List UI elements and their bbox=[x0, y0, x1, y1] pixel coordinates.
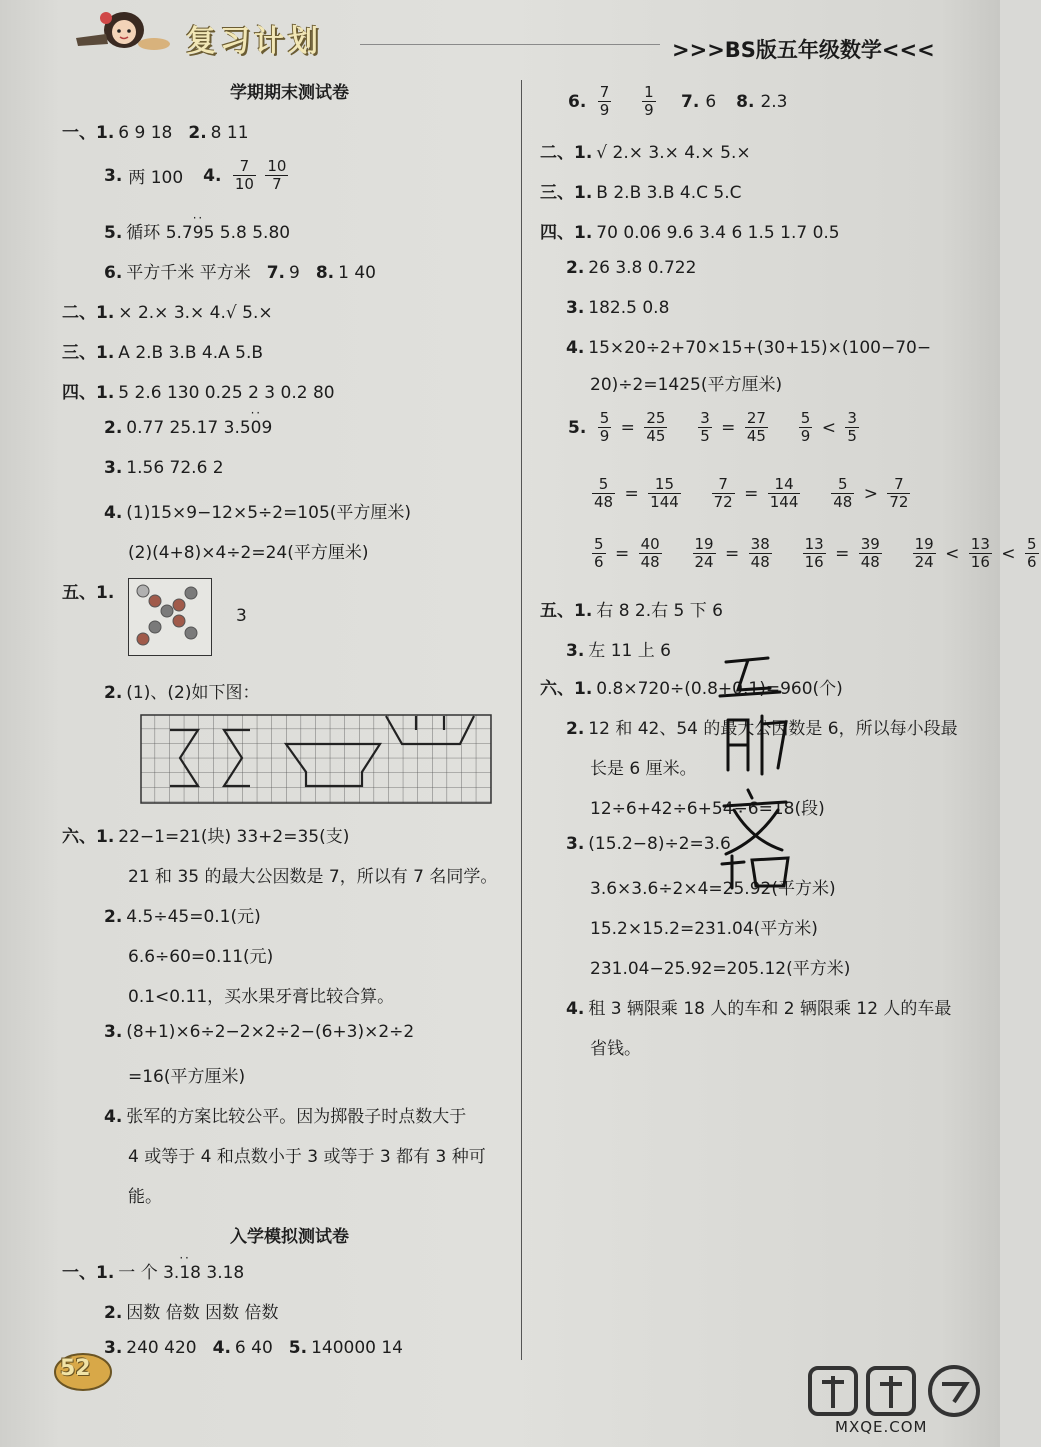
answer-line: 3. 1.56 72.6 2 bbox=[104, 458, 224, 478]
answer-line: =16(平方厘米) bbox=[128, 1067, 246, 1087]
answer-line: 三、1. A 2.B 3.B 4.A 5.B bbox=[62, 343, 264, 363]
page-header bbox=[0, 0, 1000, 60]
header-rule bbox=[360, 44, 660, 45]
answer-line: 3. 240 420 4. 6 40 5. 140000 14 bbox=[104, 1338, 403, 1358]
answer-line: 6. $\frac{7}{9}$ $\frac{1}{9}$ 7. 6 8. 2.3 bbox=[568, 83, 788, 119]
handwritten-signature-icon bbox=[708, 650, 798, 890]
header-title: 复习计划 bbox=[186, 24, 322, 59]
answer-line: 3. 左 11 上 6 bbox=[566, 641, 671, 661]
fraction: $\frac{13}{16}$ bbox=[970, 535, 990, 571]
fraction: $\frac{3}{5}$ bbox=[700, 409, 710, 445]
fraction-row: $\frac{5}{6}$ = $\frac{40}{48}$ $\frac{19}{24}$ = $\frac{38}{48}$ $\frac{13}{16}$ = $\frac{39}{48}$ $\frac{19}{24}$ < $\frac{13}{16}$ < $\frac{5}{6}$ bbox=[594, 535, 1037, 571]
answer-line: 二、1. × 2.× 3.× 4.√ 5.× bbox=[62, 303, 273, 323]
answer-line: 2. (1)、(2)如下图： bbox=[104, 683, 260, 703]
fraction: $\frac{14}{144}$ bbox=[769, 475, 799, 511]
fraction: $\frac{7}{72}$ bbox=[713, 475, 733, 511]
answer-line: 4. 张军的方案比较公平。因为掷骰子时点数大于 bbox=[104, 1107, 467, 1127]
mascot-girl-icon bbox=[66, 4, 176, 52]
fraction: $\frac{19}{24}$ bbox=[914, 535, 934, 571]
answer-line: 2. 12 和 42、54 的最大公因数是 6，所以每小段最 bbox=[566, 719, 958, 739]
answer-line: 6.6÷60=0.11(元) bbox=[128, 947, 274, 967]
answer-line: 3. (8+1)×6÷2−2×2÷2−(6+3)×2÷2 bbox=[104, 1022, 415, 1042]
answer-line: 一、1. 6 9 18 2. 8 11 bbox=[62, 123, 249, 143]
fraction: $\frac{7}{9}$ bbox=[599, 83, 610, 119]
fraction: $\frac{27}{45}$ bbox=[746, 409, 766, 445]
answer-line: (2)(4+8)×4÷2=24(平方厘米) bbox=[128, 543, 369, 563]
fraction: $\frac{5}{6}$ bbox=[594, 535, 604, 571]
fraction-row: $\frac{5}{48}$ = $\frac{15}{144}$ $\frac{7}{72}$ = $\frac{14}{144}$ $\frac{5}{48}$ > $\frac{7}{72}$ bbox=[594, 475, 909, 511]
answer-line: 15.2×15.2=231.04(平方米) bbox=[590, 919, 818, 939]
answer-line: 0.1<0.11，买水果牙膏比较合算。 bbox=[128, 987, 395, 1007]
fraction: $\frac{5}{9}$ bbox=[800, 409, 811, 445]
answer-line: 4. 15×20÷2+70×15+(30+15)×(100−70− bbox=[566, 338, 932, 358]
section-title-final-exam: 学期期末测试卷 bbox=[230, 83, 349, 103]
bead-pattern-figure bbox=[128, 578, 212, 656]
answer-line: 二、1. √ 2.× 3.× 4.× 5.× bbox=[540, 143, 751, 163]
fraction: $\frac{19}{24}$ bbox=[694, 535, 714, 571]
answer-line: 20)÷2=1425(平方厘米) bbox=[590, 375, 783, 395]
answer-line: 2. 因数 倍数 因数 倍数 bbox=[104, 1303, 279, 1323]
fraction: $\frac{7}{10}$ bbox=[234, 157, 254, 193]
fraction-row: 5. $\frac{5}{9}$ = $\frac{25}{45}$ $\frac{3}{5}$ = $\frac{27}{45}$ $\frac{5}{9}$ < $\frac{3}{5}$ bbox=[568, 409, 857, 445]
fraction: $\frac{5}{48}$ bbox=[594, 475, 614, 511]
grid-drawing-figure bbox=[140, 714, 492, 808]
bead-pattern-icon bbox=[129, 579, 211, 655]
fraction: $\frac{1}{9}$ bbox=[644, 83, 654, 119]
grid-shapes-icon bbox=[140, 714, 492, 804]
answer-line: 四、1. 70 0.06 9.6 3.4 6 1.5 1.7 0.5 bbox=[540, 223, 840, 243]
answer-line: 三、1. B 2.B 3.B 4.C 5.C bbox=[540, 183, 742, 203]
fraction: $\frac{5}{6}$ bbox=[1026, 535, 1037, 571]
answer-line: 六、1. 22−1=21(块) 33+2=35(支) bbox=[62, 827, 350, 847]
column-divider bbox=[521, 80, 522, 1360]
answer-line: 4 或等于 4 和点数小于 3 或等于 3 都有 3 种可 bbox=[128, 1147, 486, 1167]
fraction: $\frac{10}{7}$ bbox=[267, 157, 287, 193]
answer-line: 4. (1)15×9−12×5÷2=105(平方厘米) bbox=[104, 503, 412, 523]
fraction: $\frac{5}{9}$ bbox=[599, 409, 610, 445]
section-title-entrance-exam: 入学模拟测试卷 bbox=[230, 1227, 349, 1247]
header-subtitle: >>>BS版五年级数学<<< bbox=[672, 38, 935, 62]
answer-line: 6. 平方千米 平方米 7. 9 8. 1 40 bbox=[104, 263, 376, 283]
answer-line: 231.04−25.92=205.12(平方米) bbox=[590, 959, 851, 979]
fraction: $\frac{39}{48}$ bbox=[860, 535, 880, 571]
answer-line: 五、1. 右 8 2.右 5 下 6 bbox=[540, 601, 723, 621]
fraction: $\frac{38}{48}$ bbox=[750, 535, 770, 571]
page-number: 52 bbox=[60, 1356, 91, 1381]
answer-line: 3. (15.2−8)÷2=3.6 bbox=[566, 834, 731, 854]
answer-line: 21 和 35 的最大公因数是 7，所以有 7 名同学。 bbox=[128, 867, 498, 887]
answer-line: 一、1. 一 个 3.· · 18 3.18 bbox=[62, 1258, 244, 1283]
answer-line: 3 bbox=[236, 606, 247, 626]
answer-line: 六、1. 0.8×720÷(0.8+0.1)=960(个) bbox=[540, 679, 843, 699]
fraction: $\frac{7}{72}$ bbox=[889, 475, 909, 511]
fraction: $\frac{15}{144}$ bbox=[650, 475, 679, 511]
fraction: $\frac{13}{16}$ bbox=[804, 535, 824, 571]
answer-line: 2. 26 3.8 0.722 bbox=[566, 258, 697, 278]
answer-line: 12÷6+42÷6+54÷6=18(段) bbox=[590, 799, 825, 819]
watermark-url: MXQE.COM bbox=[835, 1418, 928, 1436]
answer-line: 能。 bbox=[128, 1187, 162, 1207]
fraction: $\frac{5}{48}$ bbox=[833, 475, 853, 511]
answer-line: 五、1. bbox=[62, 583, 115, 603]
answer-line: 3. 182.5 0.8 bbox=[566, 298, 670, 318]
answer-line: 4. 租 3 辆限乘 18 人的车和 2 辆限乘 12 人的车最 bbox=[566, 999, 952, 1019]
answer-line: 2. 0.77 25.17 3.5· · 09 bbox=[104, 418, 272, 438]
fraction: $\frac{40}{48}$ bbox=[640, 535, 660, 571]
answer-line: 5. 循环 5.7· · 95 5.8 5.80 bbox=[104, 218, 290, 243]
answer-line: 长是 6 厘米。 bbox=[590, 759, 697, 779]
fraction: $\frac{25}{45}$ bbox=[646, 409, 666, 445]
answer-line: 四、1. 5 2.6 130 0.25 2 3 0.2 80 bbox=[62, 383, 335, 403]
answer-line: 3. 两 100 4. $\frac{7}{10}$ $\frac{10}{7}$ bbox=[104, 157, 287, 193]
fraction: $\frac{3}{5}$ bbox=[847, 409, 857, 445]
answer-line: 省钱。 bbox=[590, 1039, 641, 1059]
answer-line: 2. 4.5÷45=0.1(元) bbox=[104, 907, 261, 927]
answer-line: 3.6×3.6÷2×4=25.92(平方米) bbox=[590, 879, 836, 899]
